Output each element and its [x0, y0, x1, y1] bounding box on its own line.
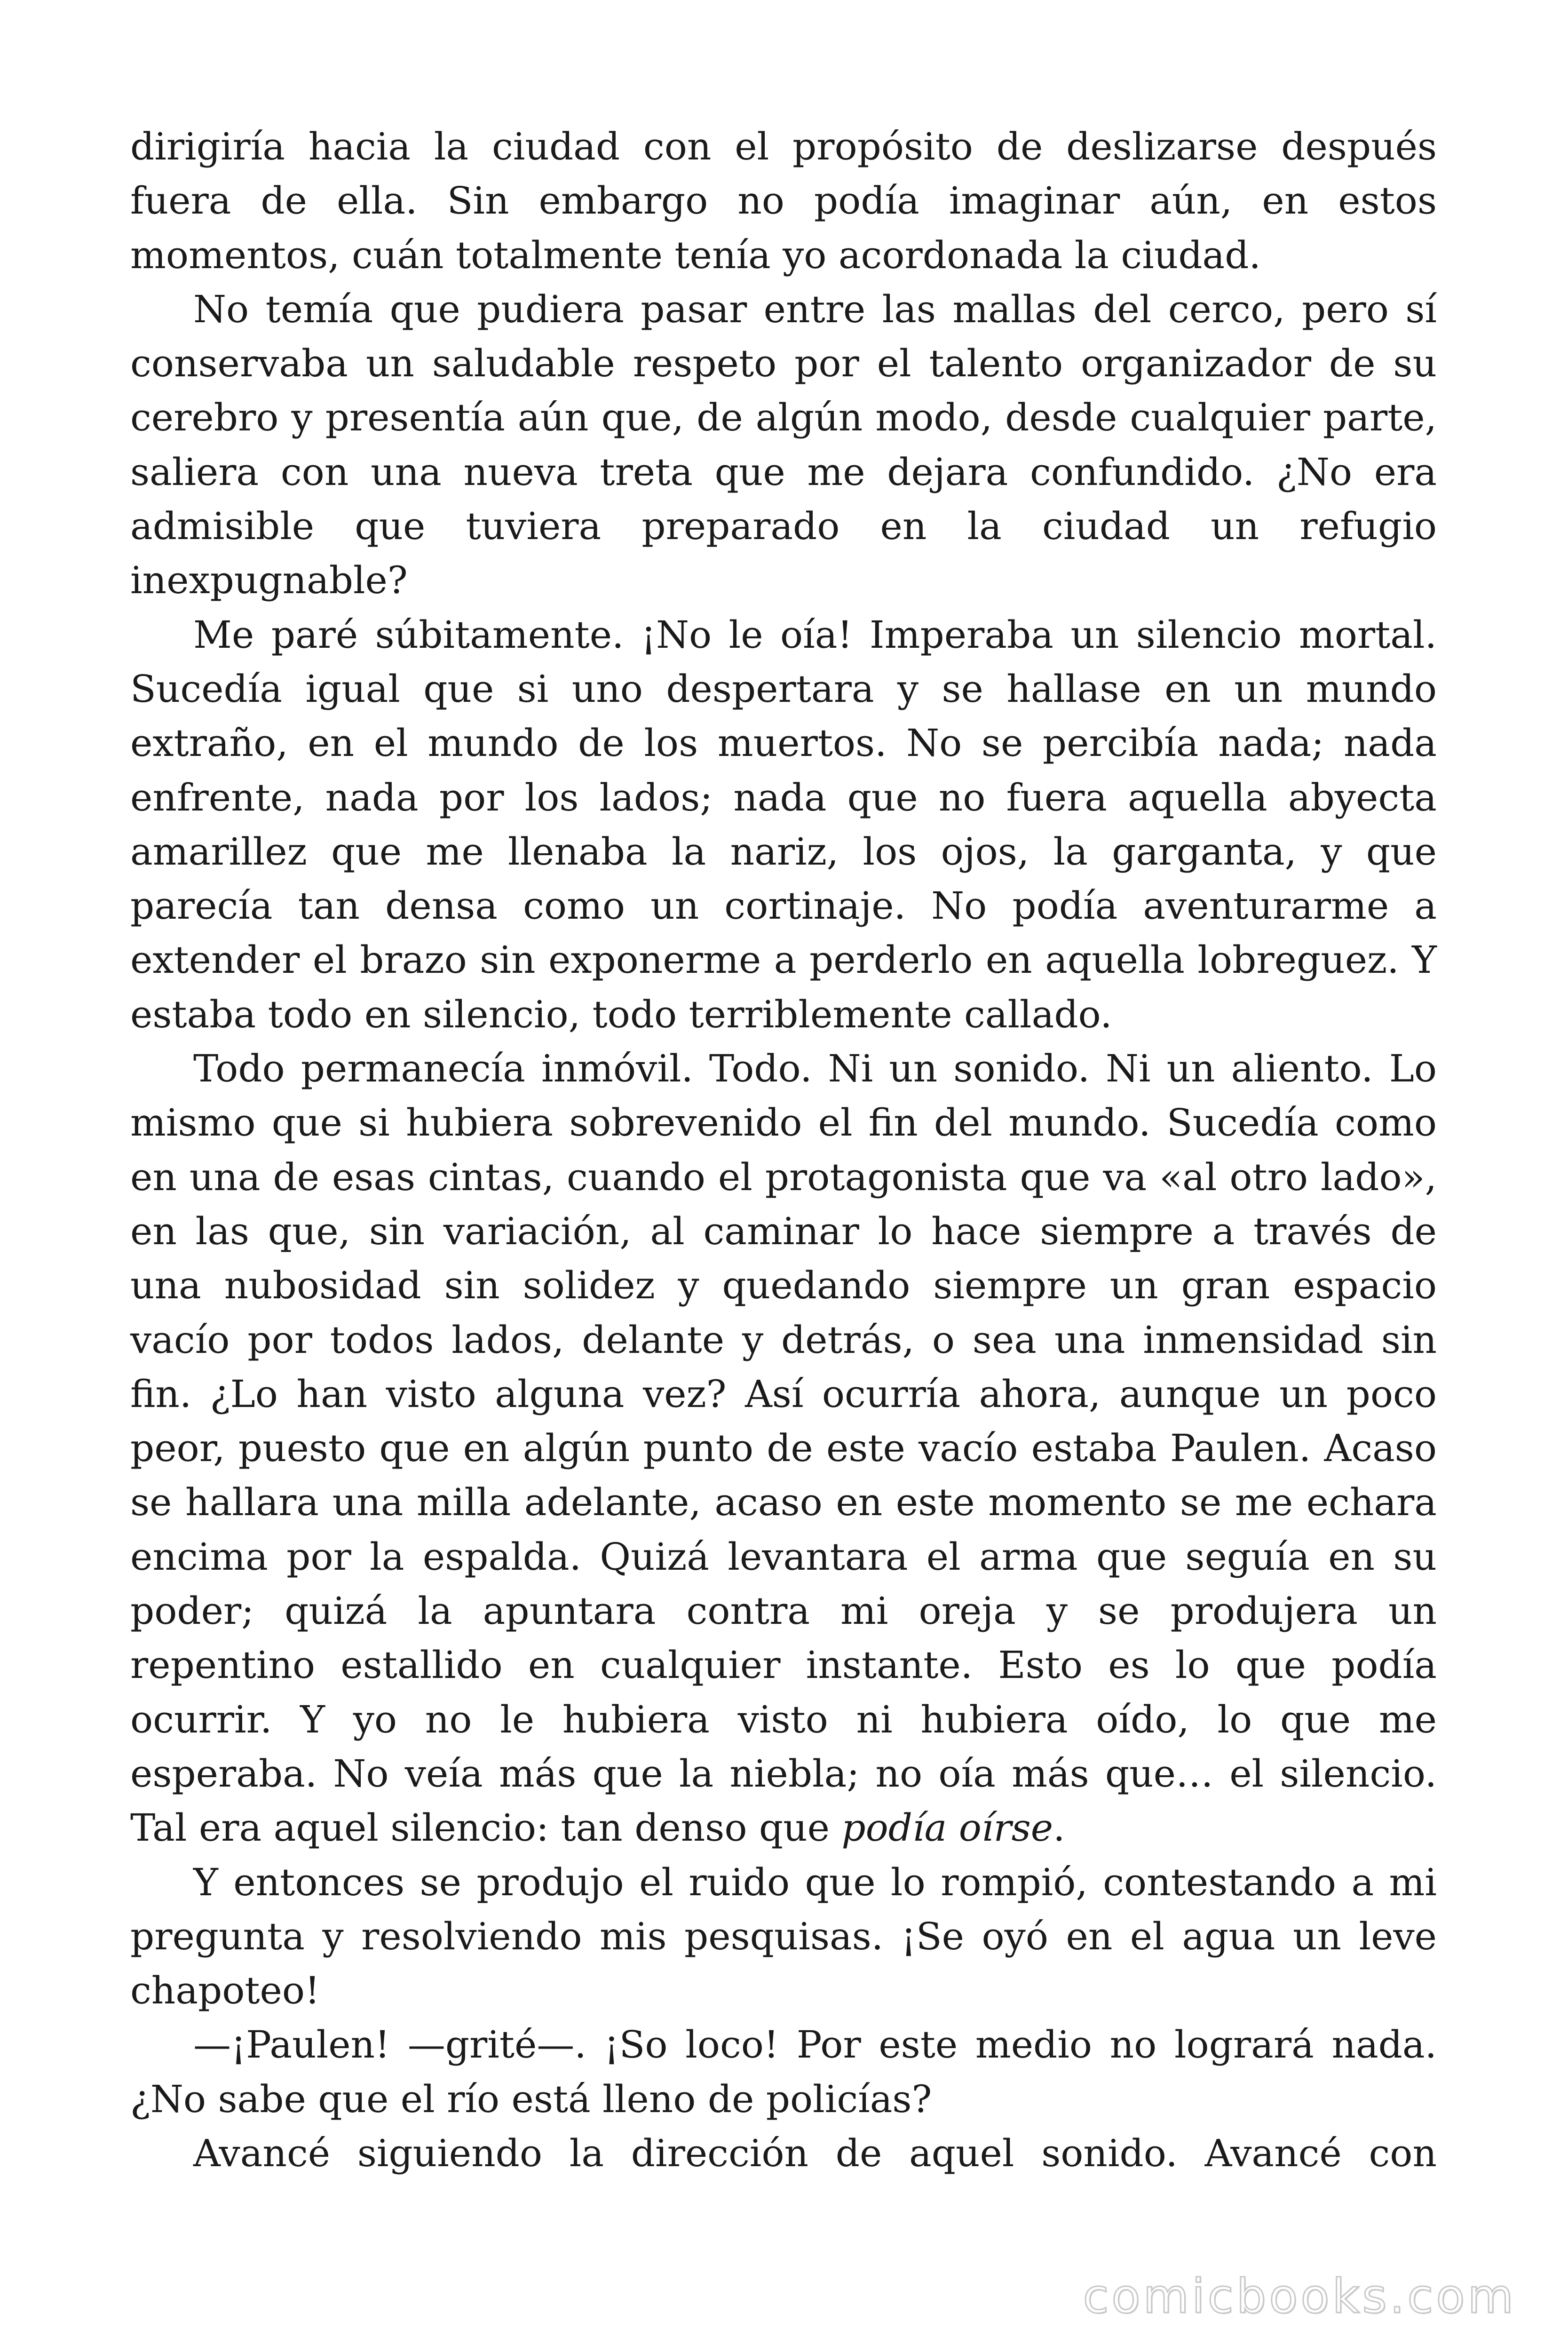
paragraph-4 — [130, 1041, 1437, 1855]
paragraph-7: Avancé siguiendo la dirección de aquel sonido. Avancé con — [193, 2131, 1437, 2175]
paragraph-4-italic: podía oírse — [841, 1806, 1053, 1850]
paragraph-6: —¡Paulen! —grité—. ¡So loco! Por este medio no logrará nada. ¿No sabe que el río está lleno de policías? — [130, 2023, 1437, 2121]
paragraph-5: Y entonces se produjo el ruido que lo rompió, contestando a mi pregunta y resolviendo mis pesquisas. ¡Se oyó en el agua un leve chapoteo! — [130, 1860, 1437, 2013]
paragraph-4-end: . — [1053, 1806, 1065, 1850]
paragraph-2: No temía que pudiera pasar entre las mallas del cerco, pero sí conservaba un saludable respeto por el talento organizador de su cerebro y presentía aún que, de algún modo, desde cualquier parte, saliera con una nueva treta que me dejara confundido. ¿No era admisible que tuviera preparado en la ciudad un refugio inexpugnable? — [130, 287, 1437, 603]
paragraph-3: Me paré súbitamente. ¡No le oía! Imperaba un silencio mortal. Sucedía igual que si uno despertara y se hallase en un mundo extraño, en el mundo de los muertos. No se percibía nada; nada enfrente, nada por los lados; nada que no fuera aquella abyecta amarillez que me llenaba la nariz, los ojos, la garganta, y que parecía tan densa como un cortinaje. No podía aventurarme a extender el brazo sin exponerme a perderlo en aquella lobreguez. Y estaba todo en silencio, todo terriblemente callado. — [130, 612, 1437, 1036]
paragraph-4-text: Todo permanecía inmóvil. Todo. Ni un sonido. Ni un aliento. Lo mismo que si hubiera sobrevenido el fin del mundo. Sucedía como en una de esas cintas, cuando el protagonista que va «al otro lado», en las que, sin variación, al caminar lo hace siempre a través de una nubosidad sin solidez y quedando siempre un gran espacio vacío por todos lados, delante y detrás, o sea una inmensidad sin fin. ¿Lo han visto alguna vez? Así ocurría ahora, aunque un poco peor, puesto que en algún punto de este vacío estaba Paulen. Acaso se hallara una milla adelante, acaso en este momento se me echara encima por la espalda. Quizá levantara el arma que seguía en su poder; quizá la apuntara contra mi oreja y se produjera un repentino estallido en cualquier instante. Esto es lo que podía ocurrir. Y yo no le hubiera visto ni hubiera oído, lo que me esperaba. No veía más que la niebla; no oía más que… el silencio. Tal era aquel silencio: tan denso que — [130, 1047, 1437, 1850]
watermark: comicbooks.com — [1083, 2269, 1516, 2324]
book-page-text — [130, 119, 1437, 2180]
paragraph-1: dirigiría hacia la ciudad con el propósito de deslizarse después fuera de ella. Sin embargo no podía imaginar aún, en estos momentos, cuán totalmente tenía yo acordonada la ciudad. — [130, 125, 1437, 277]
